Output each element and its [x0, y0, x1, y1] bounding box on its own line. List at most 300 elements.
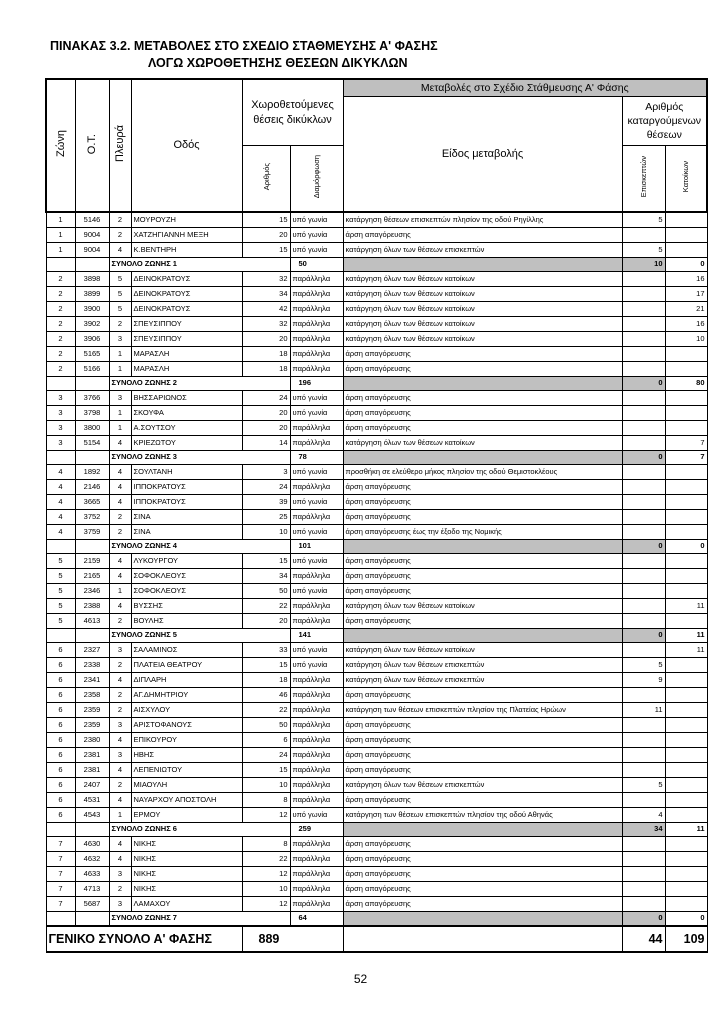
- table-row: [46, 836, 707, 851]
- zone-cell: 1: [46, 212, 75, 228]
- street-cell: ΒΟΥΛΗΣ: [131, 613, 242, 628]
- change-cell: άρση απαγόρευσης: [343, 747, 622, 762]
- layout-cell: παράλληλα: [290, 420, 343, 435]
- change-cell: άρση απαγόρευσης: [343, 361, 622, 376]
- ot-cell: 2381: [75, 747, 109, 762]
- grand-total-row: [46, 926, 707, 952]
- blank-cell: [75, 376, 109, 390]
- visitors-cell: [622, 301, 665, 316]
- zone-cell: 4: [46, 524, 75, 539]
- street-cell: ΛΑΜΑΧΟΥ: [131, 896, 242, 911]
- visitors-cell: [622, 346, 665, 361]
- zone-total-label: ΣΥΝΟΛΟ ΖΩΝΗΣ 6: [109, 822, 290, 836]
- residents-cell: [665, 568, 707, 583]
- street-cell: ΔΕΙΝΟΚΡΑΤΟΥΣ: [131, 286, 242, 301]
- count-cell: 39: [242, 494, 290, 509]
- ot-cell: 3906: [75, 331, 109, 346]
- visitors-cell: [622, 553, 665, 568]
- street-cell: ΑΓ.ΔΗΜΗΤΡΙΟΥ: [131, 687, 242, 702]
- header-residents: Κατοίκων: [665, 146, 707, 212]
- ot-cell: 2327: [75, 642, 109, 657]
- side-cell: 5: [109, 301, 131, 316]
- layout-cell: παράλληλα: [290, 732, 343, 747]
- table-row: [46, 568, 707, 583]
- street-cell: ΒΗΣΣΑΡΙΩΝΟΣ: [131, 390, 242, 405]
- side-cell: 4: [109, 435, 131, 450]
- street-cell: Α.ΣΟΥΤΣΟΥ: [131, 420, 242, 435]
- ot-cell: 3665: [75, 494, 109, 509]
- change-cell: άρση απαγόρευσης: [343, 390, 622, 405]
- blank-cell: [46, 822, 75, 836]
- visitors-cell: [622, 568, 665, 583]
- count-cell: 15: [242, 553, 290, 568]
- table-row: [46, 361, 707, 376]
- count-cell: 22: [242, 702, 290, 717]
- header-zone: Ζώνη: [46, 79, 75, 212]
- table-row: [46, 271, 707, 286]
- layout-cell: παράλληλα: [290, 568, 343, 583]
- visitors-cell: [622, 271, 665, 286]
- zone-cell: 6: [46, 702, 75, 717]
- zone-total-shade: [343, 911, 622, 926]
- visitors-cell: [622, 687, 665, 702]
- residents-cell: [665, 242, 707, 257]
- layout-cell: υπό γωνία: [290, 494, 343, 509]
- table-row: [46, 346, 707, 361]
- zone-total-label: ΣΥΝΟΛΟ ΖΩΝΗΣ 4: [109, 539, 290, 553]
- layout-cell: υπό γωνία: [290, 227, 343, 242]
- visitors-cell: [622, 227, 665, 242]
- change-cell: κατάργηση θέσεων επισκεπτών πλησίον της οδού Ρηγίλλης: [343, 212, 622, 228]
- zone-total-shade: [343, 450, 622, 464]
- table-row: [46, 702, 707, 717]
- count-cell: 20: [242, 227, 290, 242]
- change-cell: άρση απαγόρευσης: [343, 227, 622, 242]
- page-title: [50, 38, 690, 72]
- zone-cell: 2: [46, 346, 75, 361]
- layout-cell: παράλληλα: [290, 896, 343, 911]
- residents-cell: [665, 390, 707, 405]
- table-row: [46, 420, 707, 435]
- zone-total-shade: [343, 628, 622, 642]
- ot-cell: 3766: [75, 390, 109, 405]
- change-cell: κατάργηση όλων των θέσεων επισκεπτών: [343, 777, 622, 792]
- zone-cell: 6: [46, 792, 75, 807]
- zone-cell: 2: [46, 286, 75, 301]
- change-cell: άρση απαγόρευσης: [343, 851, 622, 866]
- visitors-cell: 5: [622, 777, 665, 792]
- blank-cell: [75, 911, 109, 926]
- ot-cell: 3900: [75, 301, 109, 316]
- street-cell: ΜΑΡΑΣΛΗ: [131, 346, 242, 361]
- visitors-cell: [622, 732, 665, 747]
- side-cell: 2: [109, 524, 131, 539]
- change-cell: άρση απαγόρευσης: [343, 792, 622, 807]
- ot-cell: 1892: [75, 464, 109, 479]
- visitors-cell: [622, 642, 665, 657]
- side-cell: 2: [109, 509, 131, 524]
- change-cell: άρση απαγόρευσης: [343, 836, 622, 851]
- side-cell: 2: [109, 212, 131, 228]
- zone-total-count: 101: [290, 539, 343, 553]
- grand-total-count: 889: [242, 926, 343, 952]
- street-cell: ΛΕΠΕΝΙΩΤΟΥ: [131, 762, 242, 777]
- count-cell: 24: [242, 390, 290, 405]
- zone-total-shade: [343, 376, 622, 390]
- ot-cell: 5146: [75, 212, 109, 228]
- table-row: [46, 851, 707, 866]
- side-cell: 4: [109, 762, 131, 777]
- header-change-type: Είδος μεταβολής: [343, 97, 622, 212]
- visitors-cell: [622, 420, 665, 435]
- street-cell: ΝΙΚΗΣ: [131, 836, 242, 851]
- table-row: [46, 583, 707, 598]
- zone-cell: 5: [46, 598, 75, 613]
- residents-cell: [665, 553, 707, 568]
- ot-cell: 9004: [75, 227, 109, 242]
- change-cell: άρση απαγόρευσης: [343, 568, 622, 583]
- visitors-cell: [622, 464, 665, 479]
- layout-cell: υπό γωνία: [290, 807, 343, 822]
- side-cell: 1: [109, 420, 131, 435]
- grand-total-blank: [343, 926, 622, 952]
- visitors-cell: [622, 792, 665, 807]
- zone-cell: 7: [46, 881, 75, 896]
- blank-cell: [75, 257, 109, 271]
- change-cell: κατάργηση όλων των θέσεων κατοίκων: [343, 271, 622, 286]
- visitors-cell: 11: [622, 702, 665, 717]
- residents-cell: 11: [665, 598, 707, 613]
- zone-total-visitors: 0: [622, 539, 665, 553]
- zone-total-row: [46, 376, 707, 390]
- street-cell: ΑΙΣΧΥΛΟΥ: [131, 702, 242, 717]
- layout-cell: παράλληλα: [290, 435, 343, 450]
- street-cell: ΙΠΠΟΚΡΑΤΟΥΣ: [131, 494, 242, 509]
- visitors-cell: [622, 286, 665, 301]
- zone-cell: 7: [46, 836, 75, 851]
- table-row: [46, 494, 707, 509]
- zone-total-residents: 11: [665, 822, 707, 836]
- street-cell: ΛΥΚΟΥΡΓΟΥ: [131, 553, 242, 568]
- ot-cell: 2407: [75, 777, 109, 792]
- header-side: Πλευρά: [109, 79, 131, 212]
- table-row: [46, 598, 707, 613]
- side-cell: 4: [109, 672, 131, 687]
- street-cell: ΧΑΤΖΗΓΙΑΝΝΗ ΜΕΞΗ: [131, 227, 242, 242]
- street-cell: ΑΡΙΣΤΟΦΑΝΟΥΣ: [131, 717, 242, 732]
- zone-cell: 6: [46, 687, 75, 702]
- zone-total-row: [46, 911, 707, 926]
- side-cell: 2: [109, 881, 131, 896]
- change-cell: άρση απαγόρευσης: [343, 762, 622, 777]
- residents-cell: 11: [665, 642, 707, 657]
- layout-cell: παράλληλα: [290, 792, 343, 807]
- visitors-cell: [622, 390, 665, 405]
- residents-cell: 16: [665, 271, 707, 286]
- side-cell: 3: [109, 390, 131, 405]
- change-cell: άρση απαγόρευσης έως την έξοδο της Νομικής: [343, 524, 622, 539]
- residents-cell: [665, 851, 707, 866]
- change-cell: άρση απαγόρευσης: [343, 346, 622, 361]
- change-cell: άρση απαγόρευσης: [343, 717, 622, 732]
- visitors-cell: [622, 405, 665, 420]
- side-cell: 1: [109, 405, 131, 420]
- side-cell: 4: [109, 568, 131, 583]
- layout-cell: υπό γωνία: [290, 464, 343, 479]
- blank-cell: [75, 450, 109, 464]
- table-row: [46, 881, 707, 896]
- street-cell: ΝΙΚΗΣ: [131, 866, 242, 881]
- count-cell: 24: [242, 479, 290, 494]
- side-cell: 1: [109, 361, 131, 376]
- count-cell: 46: [242, 687, 290, 702]
- count-cell: 8: [242, 836, 290, 851]
- count-cell: 14: [242, 435, 290, 450]
- zone-cell: 7: [46, 866, 75, 881]
- zone-cell: 6: [46, 642, 75, 657]
- count-cell: 12: [242, 807, 290, 822]
- table-row: [46, 672, 707, 687]
- layout-cell: παράλληλα: [290, 866, 343, 881]
- street-cell: ΕΠΙΚΟΥΡΟΥ: [131, 732, 242, 747]
- layout-cell: παράλληλα: [290, 331, 343, 346]
- residents-cell: [665, 464, 707, 479]
- table-row: [46, 316, 707, 331]
- residents-cell: [665, 479, 707, 494]
- zone-cell: 4: [46, 509, 75, 524]
- side-cell: 4: [109, 851, 131, 866]
- street-cell: ΔΕΙΝΟΚΡΑΤΟΥΣ: [131, 271, 242, 286]
- residents-cell: [665, 657, 707, 672]
- street-cell: ΣΑΛΑΜΙΝΟΣ: [131, 642, 242, 657]
- street-cell: ΔΙΠΛΑΡΗ: [131, 672, 242, 687]
- street-cell: ΝΙΚΗΣ: [131, 881, 242, 896]
- layout-cell: παράλληλα: [290, 777, 343, 792]
- layout-cell: υπό γωνία: [290, 553, 343, 568]
- zone-cell: 6: [46, 672, 75, 687]
- change-cell: κατάργηση όλων των θέσεων κατοίκων: [343, 642, 622, 657]
- side-cell: 1: [109, 807, 131, 822]
- ot-cell: 5165: [75, 346, 109, 361]
- change-cell: προσθήκη σε ελεύθερο μήκος πλησίον της οδού Θεμιστοκλέους: [343, 464, 622, 479]
- count-cell: 8: [242, 792, 290, 807]
- residents-cell: [665, 777, 707, 792]
- count-cell: 32: [242, 271, 290, 286]
- ot-cell: 3902: [75, 316, 109, 331]
- visitors-cell: 4: [622, 807, 665, 822]
- layout-cell: παράλληλα: [290, 479, 343, 494]
- zone-cell: 2: [46, 331, 75, 346]
- change-cell: κατάργηση όλων των θέσεων επισκεπτών: [343, 242, 622, 257]
- table-row: [46, 464, 707, 479]
- residents-cell: [665, 494, 707, 509]
- zone-cell: 3: [46, 405, 75, 420]
- change-cell: κατάργηση όλων των θέσεων κατοίκων: [343, 286, 622, 301]
- residents-cell: [665, 687, 707, 702]
- visitors-cell: 5: [622, 657, 665, 672]
- side-cell: 2: [109, 613, 131, 628]
- table-row: [46, 242, 707, 257]
- zone-total-count: 78: [290, 450, 343, 464]
- zone-total-label: ΣΥΝΟΛΟ ΖΩΝΗΣ 2: [109, 376, 290, 390]
- header-bike-places: Χωροθετούμενες θέσεις δικύκλων: [242, 79, 343, 146]
- layout-cell: υπό γωνία: [290, 642, 343, 657]
- visitors-cell: [622, 435, 665, 450]
- grand-total-label: ΓΕΝΙΚΟ ΣΥΝΟΛΟ Α' ΦΑΣΗΣ: [46, 926, 242, 952]
- street-cell: ΣΟΦΟΚΛΕΟΥΣ: [131, 568, 242, 583]
- layout-cell: παράλληλα: [290, 346, 343, 361]
- zone-total-shade: [343, 822, 622, 836]
- side-cell: 4: [109, 836, 131, 851]
- residents-cell: [665, 212, 707, 228]
- side-cell: 3: [109, 642, 131, 657]
- blank-cell: [46, 539, 75, 553]
- ot-cell: 4543: [75, 807, 109, 822]
- residents-cell: [665, 732, 707, 747]
- ot-cell: 2359: [75, 702, 109, 717]
- zone-cell: 1: [46, 227, 75, 242]
- zone-cell: 2: [46, 271, 75, 286]
- street-cell: ΣΠΕΥΣΙΠΠΟΥ: [131, 331, 242, 346]
- header-layout: Διαμόρφωση: [290, 146, 343, 212]
- zone-cell: 6: [46, 762, 75, 777]
- zone-cell: 2: [46, 301, 75, 316]
- residents-cell: [665, 509, 707, 524]
- layout-cell: παράλληλα: [290, 851, 343, 866]
- table-row: [46, 613, 707, 628]
- change-cell: κατάργηση όλων των θέσεων κατοίκων: [343, 316, 622, 331]
- layout-cell: παράλληλα: [290, 361, 343, 376]
- zone-total-count: 141: [290, 628, 343, 642]
- count-cell: 32: [242, 316, 290, 331]
- street-cell: ΝΙΚΗΣ: [131, 851, 242, 866]
- ot-cell: 2381: [75, 762, 109, 777]
- zone-total-visitors: 0: [622, 628, 665, 642]
- street-cell: ΜΑΡΑΣΛΗ: [131, 361, 242, 376]
- residents-cell: [665, 420, 707, 435]
- layout-cell: παράλληλα: [290, 301, 343, 316]
- side-cell: 5: [109, 286, 131, 301]
- header-street: Οδός: [131, 79, 242, 212]
- table-body: [46, 212, 707, 952]
- side-cell: 2: [109, 777, 131, 792]
- street-cell: ΣΚΟΥΦΑ: [131, 405, 242, 420]
- zone-total-count: 196: [290, 376, 343, 390]
- count-cell: 50: [242, 717, 290, 732]
- visitors-cell: [622, 361, 665, 376]
- visitors-cell: 5: [622, 212, 665, 228]
- side-cell: 4: [109, 732, 131, 747]
- visitors-cell: [622, 762, 665, 777]
- change-cell: άρση απαγόρευσης: [343, 687, 622, 702]
- residents-cell: 7: [665, 435, 707, 450]
- visitors-cell: [622, 866, 665, 881]
- ot-cell: 4630: [75, 836, 109, 851]
- blank-cell: [75, 822, 109, 836]
- zone-total-visitors: 10: [622, 257, 665, 271]
- change-cell: άρση απαγόρευσης: [343, 732, 622, 747]
- table-row: [46, 509, 707, 524]
- change-cell: κατάργηση των θέσεων επισκεπτών πλησίον της οδού Αθηνάς: [343, 807, 622, 822]
- count-cell: 24: [242, 747, 290, 762]
- layout-cell: παράλληλα: [290, 836, 343, 851]
- residents-cell: [665, 762, 707, 777]
- side-cell: 2: [109, 687, 131, 702]
- ot-cell: 3800: [75, 420, 109, 435]
- visitors-cell: [622, 524, 665, 539]
- layout-cell: υπό γωνία: [290, 212, 343, 228]
- ot-cell: 4713: [75, 881, 109, 896]
- change-cell: άρση απαγόρευσης: [343, 613, 622, 628]
- count-cell: 15: [242, 242, 290, 257]
- change-cell: κατάργηση όλων των θέσεων κατοίκων: [343, 301, 622, 316]
- grand-total-visitors: 44: [622, 926, 665, 952]
- table-row: [46, 762, 707, 777]
- zone-total-count: 64: [290, 911, 343, 926]
- table-row: [46, 212, 707, 228]
- layout-cell: παράλληλα: [290, 881, 343, 896]
- visitors-cell: [622, 509, 665, 524]
- change-cell: άρση απαγόρευσης: [343, 583, 622, 598]
- zone-total-residents: 0: [665, 257, 707, 271]
- ot-cell: 3752: [75, 509, 109, 524]
- count-cell: 18: [242, 672, 290, 687]
- change-cell: κατάργηση όλων των θέσεων επισκεπτών: [343, 657, 622, 672]
- zone-total-label: ΣΥΝΟΛΟ ΖΩΝΗΣ 7: [109, 911, 290, 926]
- ot-cell: 3899: [75, 286, 109, 301]
- zone-total-row: [46, 539, 707, 553]
- side-cell: 4: [109, 598, 131, 613]
- zone-total-visitors: 0: [622, 450, 665, 464]
- change-cell: κατάργηση των θέσεων επισκεπτών πλησίον της Πλατείας Ηρώων: [343, 702, 622, 717]
- visitors-cell: [622, 494, 665, 509]
- street-cell: ΠΛΑΤΕΙΑ ΘΕΑΤΡΟΥ: [131, 657, 242, 672]
- layout-cell: υπό γωνία: [290, 390, 343, 405]
- side-cell: 5: [109, 271, 131, 286]
- table-row: [46, 866, 707, 881]
- residents-cell: [665, 896, 707, 911]
- ot-cell: 4632: [75, 851, 109, 866]
- count-cell: 12: [242, 896, 290, 911]
- layout-cell: παράλληλα: [290, 702, 343, 717]
- residents-cell: [665, 361, 707, 376]
- street-cell: ΣΟΥΛΤΑΝΗ: [131, 464, 242, 479]
- count-cell: 10: [242, 777, 290, 792]
- change-cell: άρση απαγόρευσης: [343, 509, 622, 524]
- layout-cell: παράλληλα: [290, 762, 343, 777]
- count-cell: 20: [242, 420, 290, 435]
- layout-cell: υπό γωνία: [290, 657, 343, 672]
- count-cell: 22: [242, 598, 290, 613]
- count-cell: 20: [242, 405, 290, 420]
- street-cell: ΒΥΣΣΗΣ: [131, 598, 242, 613]
- visitors-cell: [622, 836, 665, 851]
- change-cell: άρση απαγόρευσης: [343, 405, 622, 420]
- ot-cell: 3798: [75, 405, 109, 420]
- table-row: [46, 777, 707, 792]
- street-cell: ΚΡΙΕΖΩΤΟΥ: [131, 435, 242, 450]
- ot-cell: 2165: [75, 568, 109, 583]
- table-row: [46, 896, 707, 911]
- ot-cell: 2346: [75, 583, 109, 598]
- residents-cell: 21: [665, 301, 707, 316]
- zone-cell: 4: [46, 479, 75, 494]
- count-cell: 20: [242, 331, 290, 346]
- side-cell: 3: [109, 866, 131, 881]
- count-cell: 18: [242, 361, 290, 376]
- count-cell: 18: [242, 346, 290, 361]
- table-row: [46, 479, 707, 494]
